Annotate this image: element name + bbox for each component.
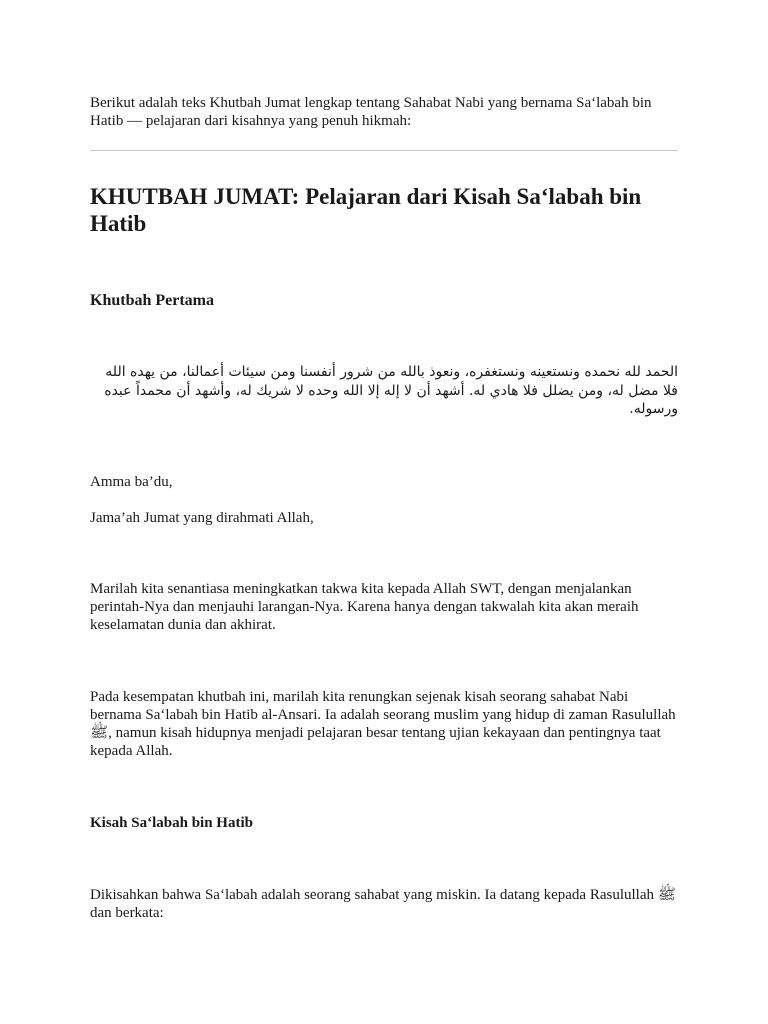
horizontal-divider xyxy=(90,150,678,151)
section-heading-khutbah-pertama: Khutbah Pertama xyxy=(90,292,214,309)
intro-paragraph: Berikut adalah teks Khutbah Jumat lengkap tentang Sahabat Nabi yang bernama Sa‘labah bin Hatib — pelajaran dari kisahnya yang penuh hikmah: xyxy=(90,95,652,129)
arabic-opening-text: الحمد لله نحمده ونستعينه ونستغفره، ونعوذ بالله من شرور أنفسنا ومن سيئات أعمالنا، من يهده الله فلا مضل له، ومن يضلل فلا هادي له. أشهد أن لا إله إلا الله وحده لا شريك له، وأشهد أن محمداً عبده ورسوله. xyxy=(104,364,678,417)
story-paragraph: Dikisahkan bahwa Sa‘labah adalah seorang sahabat yang miskin. Ia datang kepada Rasulullah ﷺ dan berkata: xyxy=(90,887,676,921)
amma-badu-line: Amma ba’du, xyxy=(90,474,173,490)
greeting-line: Jama’ah Jumat yang dirahmati Allah, xyxy=(90,510,314,526)
intro-story-paragraph: Pada kesempatan khutbah ini, marilah kita renungkan sejenak kisah seorang sahabat Nabi bernama Sa‘labah bin Hatib al-Ansari. Ia adalah seorang muslim yang hidup di zaman Rasulullah ﷺ, namun kisah hidupnya menjadi pelajaran besar tentang ujian kekayaan dan pentingnya taat kepada Allah. xyxy=(90,689,676,759)
section-heading-kisah: Kisah Sa‘labah bin Hatib xyxy=(90,815,253,831)
takwa-paragraph: Marilah kita senantiasa meningkatkan takwa kita kepada Allah SWT, dengan menjalankan perintah-Nya dan menjauhi larangan-Nya. Karena hanya dengan takwalah kita akan meraih keselamatan dunia dan akhirat. xyxy=(90,581,639,633)
page-title: KHUTBAH JUMAT: Pelajaran dari Kisah Sa‘labah bin Hatib xyxy=(90,184,642,236)
